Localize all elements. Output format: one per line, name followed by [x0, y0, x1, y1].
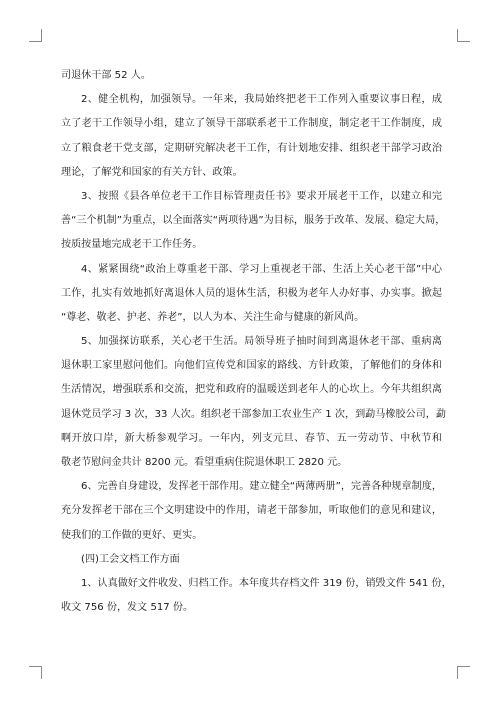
text-line: 啊开放口岸，新大桥参观学习。一年内，列支元旦、春节、五一劳动节、中秋节和	[61, 432, 442, 444]
text-line: 退休职工家里慰问他们。向他们宣传党和国家的路线、方针政策，了解他们的身体和	[61, 360, 442, 372]
paragraph-2-line-1: 2、健全机构，加强领导。一年来，我局始终把老干工作列入重要议事日程，成	[81, 94, 442, 106]
paragraph-7-line-1: 1、认真做好文件收发、归档工作。本年度共存档文件 319 份，销毁文件 541 份，	[81, 577, 452, 589]
text-line: 理论，了解党和国家的有关方针、政策。	[61, 166, 243, 178]
text-line: 收文 756 份，发文 517 份。	[61, 602, 194, 614]
crop-mark-bottom-left	[29, 666, 42, 679]
text-line: 司退休干部 52 人。	[61, 70, 151, 81]
crop-mark-top-left	[29, 29, 42, 42]
text-line: “尊老、敬老、护老、养老”，以人为本、关注生命与健康的新风尚。	[61, 311, 365, 323]
text-line: 使我们的工作做的更好、更实。	[61, 529, 203, 541]
text-line: 退休党员学习 3 次，33 人次。组织老干部参加工农业生产 1 次，到勐马橡胶公司，勐	[61, 408, 446, 420]
text-line: 善“三个机制”为重点，以全面落实“两项待遇”为目标，服务于改革、发展、稳定大局，	[61, 215, 446, 227]
paragraph-3-line-1: 3、按照《县各单位老干工作目标管理责任书》要求开展老干工作，以建立和完	[81, 190, 442, 202]
text-line: 敬老节慰问金共计 8200 元。看望重病住院退休职工 2820 元。	[61, 457, 348, 468]
text-line: 工作，扎实有效地抓好离退休人员的退休生活，积极为老年人办好事、办实事。掀起	[61, 287, 442, 299]
text-line: 按质按量地完成老干工作任务。	[61, 239, 203, 251]
paragraph-4-line-1: 4、紧紧围绕“政治上尊重老干部、学习上重视老干部、生活上关心老干部”中心	[81, 263, 442, 275]
paragraph-6-line-1: 6、完善自身建设，发挥老干部作用。建立健全“两薄两册”，完善各种规章制度，	[81, 481, 442, 493]
document-body	[61, 64, 452, 620]
paragraph-5-line-1: 5、加强探访联系，关心老干生活。局领导班子抽时间到离退休老干部、重病离	[81, 336, 442, 348]
text-line: 立了粮食老干党支部，定期研究解决老干工作，有计划地安排、组织老干部学习政治	[61, 142, 442, 154]
text-line: 生活情况，增强联系和交流，把党和政府的温暖送到老年人的心坎上。今年共组织离	[61, 384, 442, 396]
text-line: 充分发挥老干部在三个文明建设中的作用，请老干部参加，听取他们的意见和建议，	[61, 505, 442, 517]
text-line: 立了老干工作领导小组，建立了领导干部联系老干工作制度，制定老干工作制度，成	[61, 118, 442, 130]
crop-mark-bottom-right	[457, 666, 470, 679]
crop-mark-top-right	[457, 29, 470, 42]
section-heading: (四)工会文档工作方面	[81, 553, 180, 565]
